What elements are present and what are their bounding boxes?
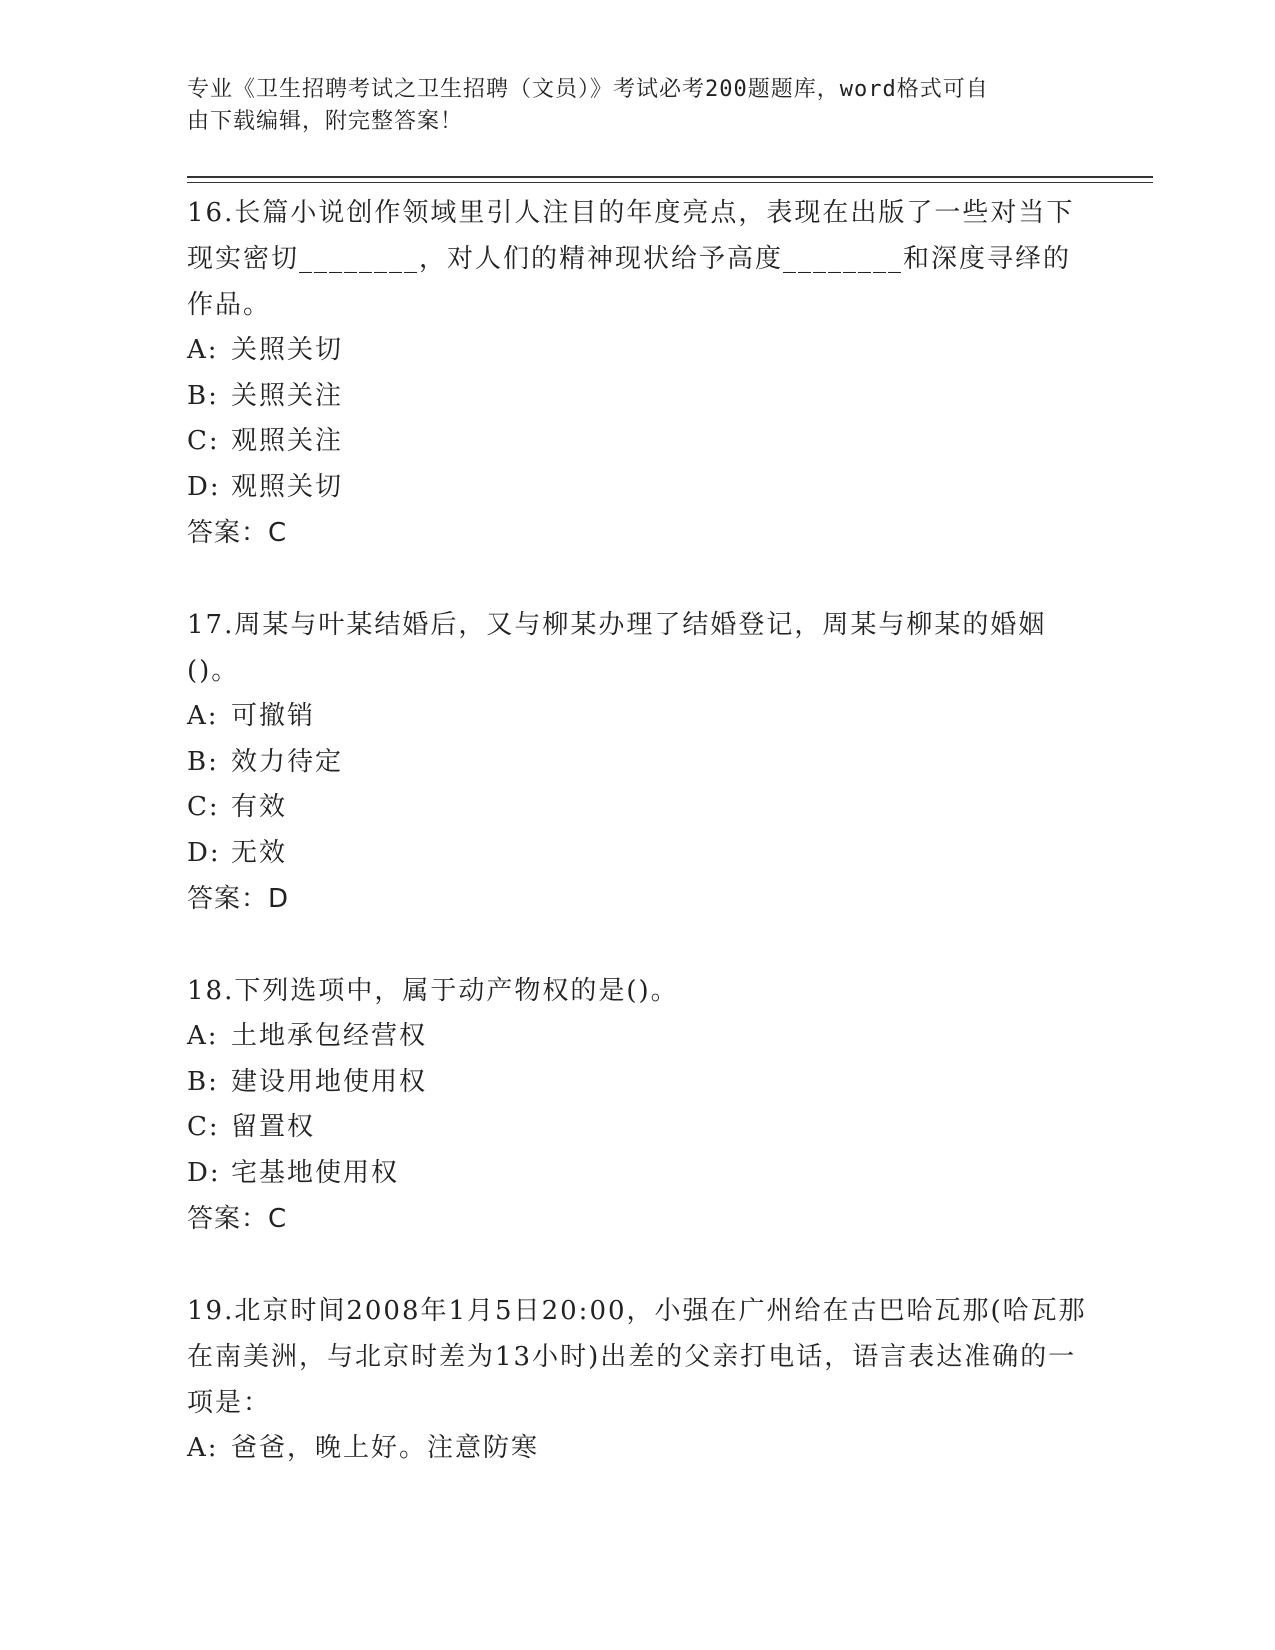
option-text: 有效 <box>231 792 288 822</box>
option-a <box>187 694 1087 740</box>
option-letter: A: <box>187 1433 219 1463</box>
option-letter: D: <box>187 837 221 868</box>
option-text: 关照关注 <box>231 380 344 411</box>
option-c <box>187 785 1087 831</box>
question-18 <box>187 968 1087 1242</box>
option-b <box>187 740 1087 786</box>
option-text: 土地承包经营权 <box>231 1021 428 1051</box>
option-letter: B: <box>187 746 219 777</box>
answer: 答案：C <box>187 518 288 548</box>
option-text: 关照关切 <box>231 335 344 365</box>
option-a <box>187 328 1087 374</box>
option-text: 无效 <box>231 837 288 868</box>
option-b <box>187 1060 1087 1106</box>
option-text: 观照关注 <box>231 426 344 456</box>
option-d <box>187 1151 1087 1197</box>
answer: 答案：D <box>187 884 290 914</box>
option-letter: D: <box>187 1157 221 1188</box>
option-letter: C: <box>187 1112 220 1142</box>
option-b <box>187 374 1087 420</box>
option-text: 可撤销 <box>231 701 316 731</box>
answer: 答案：C <box>187 1204 288 1234</box>
option-letter: A: <box>187 1021 219 1051</box>
option-letter: B: <box>187 380 219 411</box>
question-17 <box>187 602 1087 922</box>
option-text: 爸爸，晚上好。注意防寒 <box>231 1433 540 1463</box>
option-letter: A: <box>187 701 219 731</box>
document-header <box>187 74 1067 138</box>
header-divider-thick <box>187 176 1153 178</box>
option-letter: C: <box>187 426 220 456</box>
option-letter: D: <box>187 471 221 502</box>
question-16 <box>187 190 1087 556</box>
question-stem: 18.下列选项中，属于动产物权的是()。 <box>187 976 679 1006</box>
option-letter: C: <box>187 792 220 822</box>
option-c <box>187 1105 1087 1151</box>
option-d <box>187 465 1087 511</box>
option-text: 效力待定 <box>231 746 344 777</box>
question-19 <box>187 1288 1087 1472</box>
option-c <box>187 419 1087 465</box>
option-text: 观照关切 <box>231 471 344 502</box>
option-letter: A: <box>187 335 219 365</box>
option-text: 宅基地使用权 <box>231 1157 400 1188</box>
header-line-1: 专业《卫生招聘考试之卫生招聘（文员）》考试必考200题题库，word格式可自 <box>187 77 989 102</box>
question-stem: 16.长篇小说创作领域里引人注目的年度亮点，表现在出版了一些对当下现实密切________，对人们的精神现状给予高度________和深度寻绎的作品。 <box>187 198 1075 320</box>
option-a <box>187 1014 1087 1060</box>
header-line-2: 由下载编辑，附完整答案！ <box>187 109 464 134</box>
option-d <box>187 831 1087 877</box>
question-stem: 17.周某与叶某结婚后，又与柳某办理了结婚登记，周某与柳某的婚姻()。 <box>187 610 1047 686</box>
option-text: 留置权 <box>231 1112 316 1142</box>
option-text: 建设用地使用权 <box>231 1066 428 1097</box>
question-list <box>187 190 1087 1518</box>
question-stem: 19.北京时间2008年1月5日20:00，小强在广州给在古巴哈瓦那(哈瓦那在南美洲，与北京时差为13小时)出差的父亲打电话，语言表达准确的一项是： <box>187 1296 1087 1418</box>
option-letter: B: <box>187 1066 219 1097</box>
header-divider-thin <box>187 182 1153 183</box>
option-a <box>187 1426 1087 1472</box>
